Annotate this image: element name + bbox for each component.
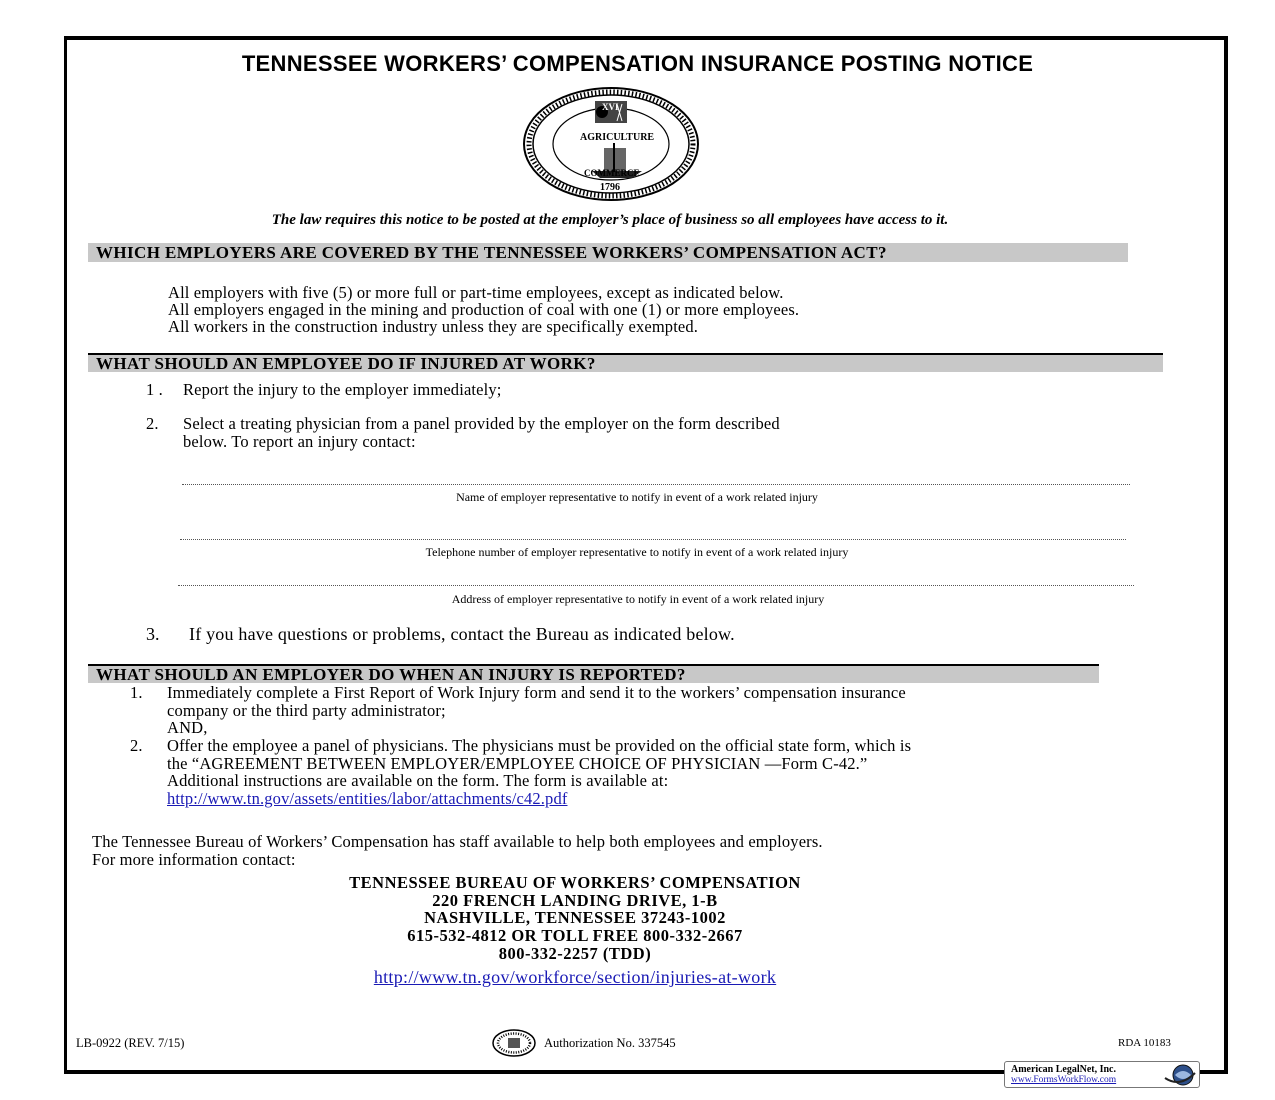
bureau-intro-line-2: For more information contact: bbox=[92, 850, 296, 869]
vendor-name: American LegalNet, Inc. bbox=[1011, 1064, 1116, 1075]
vendor-globe-icon bbox=[1163, 1063, 1197, 1092]
employee-step-2-line-1: Select a treating physician from a panel provided by the employer on the form described bbox=[183, 414, 780, 433]
bureau-name: TENNESSEE BUREAU OF WORKERS’ COMPENSATION bbox=[349, 873, 801, 892]
bureau-address-1: 220 FRENCH LANDING DRIVE, 1-B bbox=[432, 891, 718, 910]
covered-line-3: All workers in the construction industry unless they are specifically exempted. bbox=[168, 317, 699, 336]
covered-line-2: All employers engaged in the mining and production of coal with one (1) or more employees. bbox=[168, 300, 800, 319]
employee-step-1-number: 1 . bbox=[146, 380, 163, 399]
bureau-tdd: 800-332-2257 (TDD) bbox=[498, 944, 652, 963]
employer-rep-address-caption: Address of employer representative to notify in event of a work related injury bbox=[451, 592, 825, 606]
employer-rep-address-field[interactable] bbox=[178, 585, 1134, 586]
employer-rep-phone-field[interactable] bbox=[180, 539, 1126, 540]
employer-step-2-number: 2. bbox=[130, 736, 143, 755]
small-seal-icon bbox=[492, 1029, 536, 1062]
seal-commerce-text: COMMERCE bbox=[584, 168, 640, 178]
employee-step-2-line-2: below. To report an injury contact: bbox=[183, 432, 416, 451]
employee-step-3-number: 3. bbox=[146, 624, 160, 644]
employer-step-and: AND, bbox=[167, 718, 208, 737]
covered-line-1: All employers with five (5) or more full or part-time employees, except as indicated below. bbox=[168, 283, 784, 302]
employee-step-1: Report the injury to the employer immediately; bbox=[183, 380, 502, 399]
employer-step-2-line-2: the “AGREEMENT BETWEEN EMPLOYER/EMPLOYEE CHOICE OF PHYSICIAN —Form C-42.” bbox=[167, 754, 868, 773]
form-c42-link[interactable]: http://www.tn.gov/assets/entities/labor/attachments/c42.pdf bbox=[167, 789, 568, 808]
authorization-number: Authorization No. 337545 bbox=[544, 1036, 676, 1050]
state-seal-icon bbox=[522, 86, 700, 207]
employer-step-1-number: 1. bbox=[130, 683, 143, 702]
seal-top-text: XVI bbox=[602, 102, 619, 112]
section-heading-covered-employers: WHICH EMPLOYERS ARE COVERED BY THE TENNESSEE WORKERS’ COMPENSATION ACT? bbox=[88, 243, 1128, 262]
employer-step-2-line-3: Additional instructions are available on the form. The form is available at: bbox=[167, 771, 669, 790]
document-title: TENNESSEE WORKERS’ COMPENSATION INSURANCE POSTING NOTICE bbox=[241, 51, 1034, 76]
rda-number: RDA 10183 bbox=[1118, 1037, 1171, 1049]
vendor-badge[interactable] bbox=[1004, 1061, 1200, 1088]
bureau-phone: 615-532-4812 OR TOLL FREE 800-332-2667 bbox=[407, 926, 743, 945]
form-number: LB-0922 (REV. 7/15) bbox=[76, 1036, 185, 1050]
section-heading-employee-injured: WHAT SHOULD AN EMPLOYEE DO IF INJURED AT WORK? bbox=[88, 353, 1163, 372]
employee-step-3: If you have questions or problems, contact the Bureau as indicated below. bbox=[189, 624, 735, 644]
employer-step-1-line-2: company or the third party administrator; bbox=[167, 701, 446, 720]
employer-step-2-line-1: Offer the employee a panel of physicians. The physicians must be provided on the official state form, which is bbox=[167, 736, 912, 755]
law-notice: The law requires this notice to be posted at the employer’s place of business so all employees have access to it. bbox=[271, 212, 949, 228]
employer-rep-name-caption: Name of employer representative to notify in event of a work related injury bbox=[456, 490, 818, 504]
seal-agriculture-text: AGRICULTURE bbox=[580, 132, 655, 143]
vendor-url[interactable]: www.FormsWorkFlow.com bbox=[1011, 1075, 1117, 1085]
bureau-website-link[interactable]: http://www.tn.gov/workforce/section/injuries-at-work bbox=[373, 967, 777, 987]
bureau-address-2: NASHVILLE, TENNESSEE 37243-1002 bbox=[424, 908, 726, 927]
employer-rep-phone-caption: Telephone number of employer representative to notify in event of a work related injury bbox=[425, 545, 849, 559]
section-heading-employer-response: WHAT SHOULD AN EMPLOYER DO WHEN AN INJURY IS REPORTED? bbox=[88, 664, 1099, 683]
seal-year-text: 1796 bbox=[600, 182, 620, 193]
employee-step-2-number: 2. bbox=[146, 414, 159, 433]
employer-step-1-line-1: Immediately complete a First Report of Work Injury form and send it to the workers’ compensation insurance bbox=[167, 683, 906, 702]
employer-rep-name-field[interactable] bbox=[182, 484, 1130, 485]
bureau-intro-line-1: The Tennessee Bureau of Workers’ Compensation has staff available to help both employees and employers. bbox=[92, 832, 823, 851]
